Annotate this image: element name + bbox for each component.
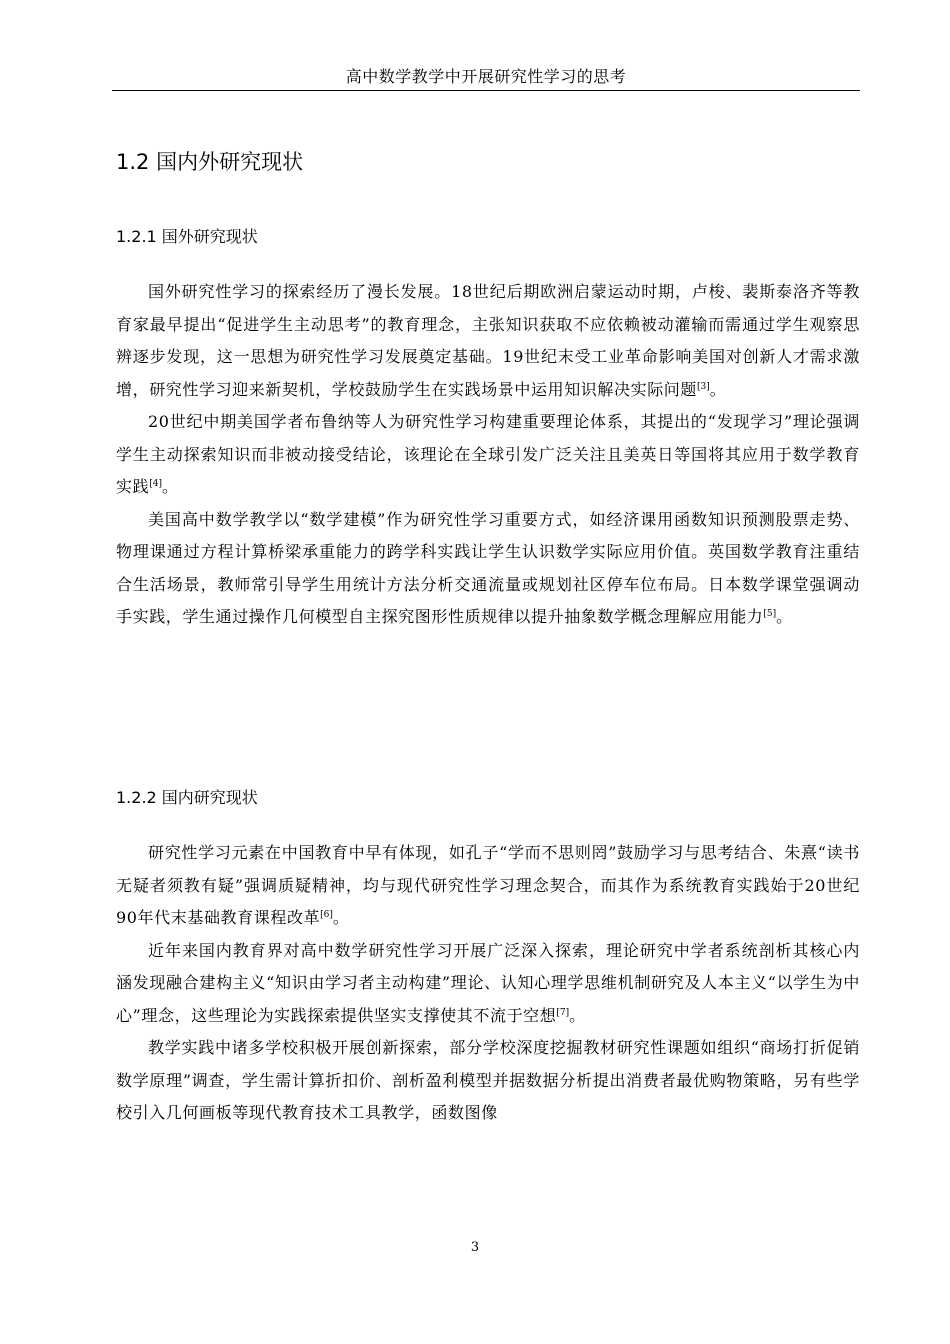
subsection-heading-foreign: 1.2.1 国外研究现状 — [116, 227, 258, 246]
paragraph-text: 研究性学习元素在中国教育中早有体现，如孔子“学而不思则罔”鼓励学习与思考结合、朱熹“读书无疑者须教有疑”强调质疑精神，均与现代研究性学习理念契合，而其作为系统教育实践始于20世纪90年代末基础教育课程改革 — [116, 843, 860, 927]
paragraph — [116, 1032, 860, 1130]
paragraph-text: 国外研究性学习的探索经历了漫长发展。18世纪后期欧洲启蒙运动时期，卢梭、裴斯泰洛齐等教育家最早提出“促进学生主动思考”的教育理念，主张知识获取不应依赖被动灌输而需通过学生观察思辨逐步发现，这一思想为研究性学习发展奠定基础。19世纪末受工业革命影响美国对创新人才需求激增，研究性学习迎来新契机，学校鼓励学生在实践场景中运用知识解决实际问题 — [116, 282, 860, 399]
paragraph-text: 美国高中数学教学以“数学建模”作为研究性学习重要方式，如经济课用函数知识预测股票走势、物理课通过方程计算桥梁承重能力的跨学科实践让学生认识数学实际应用价值。英国数学教育注重结合生活场景，教师常引导学生用统计方法分析交通流量或规划社区停车位布局。日本数学课堂强调动手实践，学生通过操作几何模型自主探究图形性质规律以提升抽象数学概念理解应用能力 — [116, 509, 860, 626]
paragraph-text: 20世纪中期美国学者布鲁纳等人为研究性学习构建重要理论体系，其提出的“发现学习”理论强调学生主动探索知识而非被动接受结论，该理论在全球引发广泛关注且美英日等国将其应用于数学教育实践 — [116, 412, 860, 496]
page-number: 3 — [470, 1240, 480, 1255]
paragraph — [116, 837, 860, 935]
paragraph-end: 。 — [161, 477, 179, 496]
paragraph-text: 教学实践中诸多学校积极开展创新探索，部分学校深度挖掘教材研究性课题如组织“商场打折促销数学原理”调查，学生需计算折扣价、剖析盈利模型并据数据分析提出消费者最优购物策略，另有些学校引入几何画板等现代教育技术工具教学，函数图像 — [116, 1038, 860, 1122]
paragraph-end: 。 — [569, 1005, 586, 1025]
citation-ref: [3] — [697, 381, 710, 392]
running-header: 高中数学教学中开展研究性学习的思考 — [345, 67, 627, 86]
header-rule — [112, 90, 860, 91]
citation-ref: [6] — [320, 910, 333, 920]
section-heading: 1.2 国内外研究现状 — [116, 150, 304, 174]
domestic-research-paragraphs — [116, 837, 860, 1130]
paragraph — [116, 935, 860, 1033]
paragraph-end: 。 — [332, 908, 350, 927]
paragraph — [116, 276, 860, 406]
paragraph — [116, 504, 860, 634]
foreign-research-paragraphs — [116, 276, 860, 634]
citation-ref: [5] — [763, 609, 777, 619]
paragraph-text: 近年来国内教育界对高中数学研究性学习开展广泛深入探索，理论研究中学者系统剖析其核心内涵发现融合建构主义“知识由学习者主动构建”理论、认知心理学思维机制研究及人本主义“以学生为中心”理念，这些理论为实践探索提供坚实支撑使其不流于空想 — [116, 940, 860, 1025]
citation-ref: [4] — [149, 479, 162, 489]
paragraph-end: 。 — [776, 607, 793, 626]
paragraph-end: 。 — [709, 379, 727, 399]
subsection-heading-domestic: 1.2.2 国内研究现状 — [116, 788, 258, 807]
citation-ref: [7] — [556, 1007, 570, 1018]
paragraph — [116, 406, 860, 504]
